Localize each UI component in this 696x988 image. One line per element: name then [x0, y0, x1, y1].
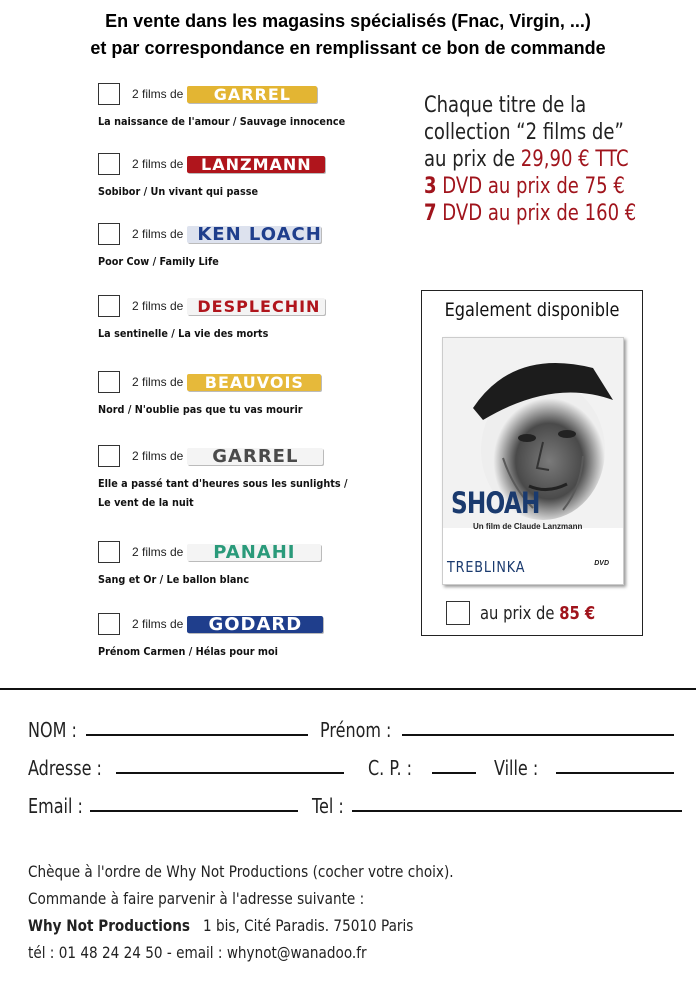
- director-label: PANAHI: [187, 544, 321, 561]
- film-title-line: La naissance de l'amour / Sauvage innocence: [98, 115, 346, 128]
- director-label: GARREL: [187, 448, 323, 465]
- pricing-qty: 3: [424, 174, 437, 199]
- payment-note: Chèque à l'ordre de Why Not Productions (cocher votre choix).: [28, 862, 454, 881]
- director-label: KEN LOACH: [187, 226, 321, 243]
- director-label: GARREL: [187, 86, 317, 103]
- shoah-price: 85 €: [559, 602, 596, 624]
- adresse-label: Adresse :: [28, 756, 102, 780]
- film-prefix: 2 films de: [132, 87, 184, 101]
- shoah-order-row: [446, 601, 620, 625]
- pricing-price: 75 €: [584, 174, 625, 199]
- tel-label: Tel :: [312, 794, 344, 818]
- nom-field[interactable]: [86, 734, 308, 736]
- film-item: [98, 612, 398, 661]
- film-prefix: 2 films de: [132, 157, 184, 171]
- pricing-price: 29,90 € TTC: [520, 147, 629, 172]
- adresse-field[interactable]: [116, 772, 344, 774]
- film-titles: [98, 400, 362, 419]
- ville-field[interactable]: [556, 772, 674, 774]
- company-name: Why Not Productions: [28, 916, 191, 935]
- header-line-2: et par correspondance en remplissant ce bon de commande: [90, 38, 606, 58]
- film-checkbox[interactable]: [98, 445, 120, 467]
- pricing-line-1: Chaque titre de la: [424, 93, 587, 118]
- film-checkbox[interactable]: [98, 613, 120, 635]
- film-item: [98, 540, 398, 589]
- film-item: [98, 294, 398, 343]
- company-address: 1 bis, Cité Paradis. 75010 Paris: [203, 916, 414, 935]
- contact-line: tél : 01 48 24 24 50 - email : whynot@wanadoo.fr: [28, 943, 367, 962]
- pricing-line-2: collection “2 films de”: [424, 120, 624, 145]
- film-prefix: 2 films de: [132, 227, 184, 241]
- footer-info: [28, 858, 688, 966]
- director-label: DESPLECHIN: [187, 298, 325, 315]
- dvd-treblinka: TREBLINKA: [447, 558, 526, 576]
- film-item: [98, 222, 398, 271]
- form-row-address: [28, 748, 688, 780]
- mailing-note: Commande à faire parvenir à l'adresse suivante :: [28, 889, 365, 908]
- film-titles: [98, 252, 362, 271]
- pricing-line-5: [424, 200, 645, 227]
- film-titles: [98, 324, 362, 343]
- film-title-line: Le vent de la nuit: [98, 496, 194, 509]
- also-available-title: Egalement disponible: [444, 299, 620, 321]
- dvd-subtitle: Un film de Claude Lanzmann: [473, 522, 583, 531]
- film-prefix: 2 films de: [132, 545, 184, 559]
- film-title-line: Sang et Or / Le ballon blanc: [98, 573, 250, 586]
- prenom-label: Prénom :: [320, 718, 392, 742]
- film-titles: [98, 182, 362, 201]
- header: [0, 8, 696, 62]
- tel-field[interactable]: [352, 810, 682, 812]
- film-checkbox[interactable]: [98, 371, 120, 393]
- film-checkbox[interactable]: [98, 83, 120, 105]
- pricing-text: DVD au prix de: [436, 201, 585, 226]
- film-title-line: Prénom Carmen / Hélas pour moi: [98, 645, 278, 658]
- film-titles: [98, 474, 362, 512]
- film-prefix: 2 films de: [132, 375, 184, 389]
- film-title-line: Poor Cow / Family Life: [98, 255, 219, 268]
- film-prefix: 2 films de: [132, 617, 184, 631]
- cp-field[interactable]: [432, 772, 476, 774]
- film-prefix: 2 films de: [132, 299, 184, 313]
- prenom-field[interactable]: [402, 734, 674, 736]
- dvd-logo: DVD: [594, 560, 609, 567]
- director-label: BEAUVOIS: [187, 374, 321, 391]
- film-title-line: Elle a passé tant d'heures sous les sunlights /: [98, 477, 348, 490]
- cp-label: C. P. :: [368, 756, 413, 780]
- shoah-price-prefix: au prix de: [480, 602, 560, 624]
- director-label: GODARD: [187, 616, 323, 633]
- mailing-address: [28, 912, 589, 939]
- nom-label: NOM :: [28, 718, 77, 742]
- film-checkbox[interactable]: [98, 541, 120, 563]
- pricing-text: au prix de: [424, 147, 521, 172]
- ville-label: Ville :: [494, 756, 539, 780]
- header-line-1: En vente dans les magasins spécialisés (Fnac, Virgin, ...): [105, 11, 591, 31]
- film-item: [98, 444, 398, 512]
- also-available-box: [421, 290, 643, 636]
- film-checkbox[interactable]: [98, 295, 120, 317]
- film-prefix: 2 films de: [132, 449, 184, 463]
- dvd-title: SHOAH: [451, 486, 540, 520]
- shoah-checkbox[interactable]: [446, 601, 470, 625]
- film-titles: [98, 112, 362, 131]
- film-title-line: Sobibor / Un vivant qui passe: [98, 185, 259, 198]
- film-item: [98, 370, 398, 419]
- shoah-dvd-cover: [442, 337, 624, 585]
- film-title-line: La sentinelle / La vie des morts: [98, 327, 269, 340]
- director-label: LANZMANN: [187, 156, 325, 173]
- form-row-name: [28, 710, 688, 742]
- email-field[interactable]: [90, 810, 298, 812]
- film-checkbox[interactable]: [98, 153, 120, 175]
- pricing-text: DVD au prix de: [436, 174, 585, 199]
- pricing-info: [424, 92, 645, 227]
- form-row-contact: [28, 786, 688, 818]
- film-title-line: Nord / N'oublie pas que tu vas mourir: [98, 403, 303, 416]
- pricing-line-4: [424, 173, 645, 200]
- email-label: Email :: [28, 794, 83, 818]
- pricing-qty: 7: [424, 201, 437, 226]
- shoah-price-text: [480, 603, 595, 624]
- section-divider: [0, 688, 696, 690]
- pricing-line-3: [424, 146, 645, 173]
- film-titles: [98, 642, 362, 661]
- pricing-price: 160 €: [584, 201, 637, 226]
- film-titles: [98, 570, 362, 589]
- film-item: [98, 82, 398, 131]
- film-checkbox[interactable]: [98, 223, 120, 245]
- film-item: [98, 152, 398, 201]
